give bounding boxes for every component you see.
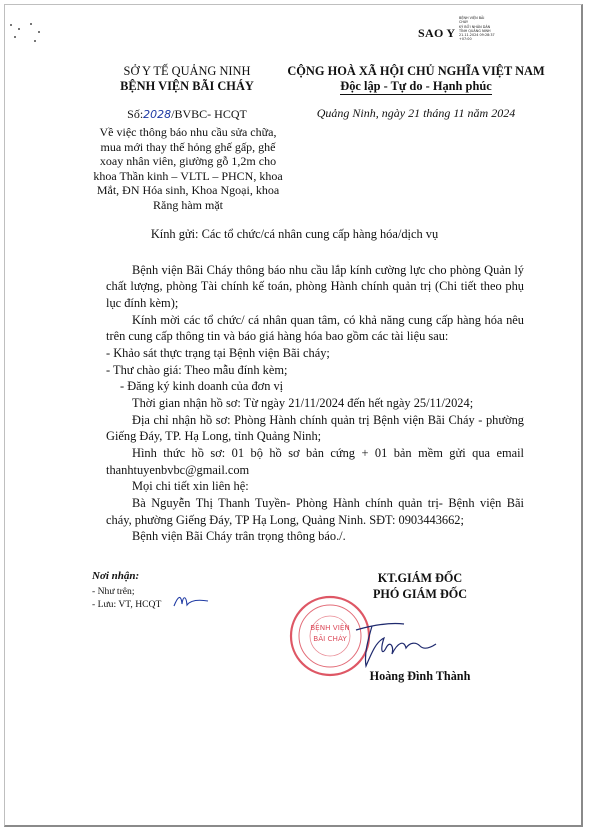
nation-title: CỘNG HOÀ XÃ HỘI CHỦ NGHĨA VIỆT NAM	[287, 64, 545, 78]
paragraph-address: Địa chỉ nhận hồ sơ: Phòng Hành chính quản trị Bệnh viện Bãi Cháy - phường Giếng Đáy, TP. Hạ Long, tỉnh Quảng Ninh;	[106, 413, 524, 444]
list-item: - Đăng ký kinh doanh của đơn vị	[120, 379, 284, 394]
initials-signature	[172, 592, 210, 612]
copy-signature-seal: BỆNH VIỆN BÃI CHÁY KÝ BỞI NHÂN DÂN TỈNH QUẢNG NINH 21.11.2024 09:28:37 +07:00	[459, 16, 495, 42]
parent-organization: SỞ Y TẾ QUẢNG NINH	[123, 64, 251, 78]
signer-subrole: PHÓ GIÁM ĐỐC	[372, 587, 468, 601]
hospital-name: BỆNH VIỆN BÃI CHÁY	[120, 79, 254, 93]
list-item: - Khảo sát thực trạng tại Bệnh viện Bãi cháy;	[106, 345, 330, 360]
document-body	[106, 262, 524, 545]
handwritten-number: 2028	[143, 108, 172, 121]
national-header	[282, 64, 550, 94]
motto: Độc lập - Tự do - Hạnh phúc	[340, 79, 492, 93]
paragraph-contact: Bà Nguyễn Thị Thanh Tuyền- Phòng Hành chính quản trị- Bệnh viện Bãi cháy, phường Giếng Đáy, TP Hạ Long, Quảng Ninh. SĐT: 0903443662;	[106, 496, 524, 527]
recipients-title: Nơi nhận:	[92, 570, 140, 582]
list-item: - Thư chào giá: Theo mẫu đính kèm;	[106, 362, 288, 377]
copy-mark: SAO Y	[418, 26, 456, 40]
paragraph-notice: Bệnh viện Bãi Cháy thông báo nhu cầu lắp kính cường lực cho phòng Quản lý chất lượng, phòng Tài chính kế toán, phòng Hành chính quản trị (Chi tiết theo phụ lục đính kèm);	[106, 263, 524, 310]
recipient-item: - Lưu: VT, HCQT	[92, 598, 162, 610]
svg-text:BÃI CHÁY: BÃI CHÁY	[313, 634, 347, 643]
recipient-line: Kính gửi: Các tổ chức/cá nhân cung cấp hàng hóa/dịch vụ	[150, 227, 439, 241]
paragraph-time: Thời gian nhận hồ sơ: Từ ngày 21/11/2024 đến hết ngày 25/11/2024;	[132, 396, 474, 411]
paragraph-invitation: Kính mời các tổ chức/ cá nhân quan tâm, có khả năng cung cấp hàng hóa nêu trên cung cấp thông tin và báo giá hàng hóa bao gồm các tài liệu sau:	[106, 312, 524, 344]
paragraph-form: Hình thức hồ sơ: 01 bộ hồ sơ bản cứng + 01 bản mềm gửi qua email thanhtuyenbvbc@gmail.com	[106, 446, 524, 477]
signer-name: Hoàng Đình Thành	[369, 669, 471, 683]
recipients-list	[92, 586, 161, 611]
issue-date: Quảng Ninh, ngày 21 tháng 11 năm 2024	[316, 106, 516, 120]
recipient-item: - Như trên;	[92, 586, 135, 597]
paragraph-contact-intro: Mọi chi tiết xin liên hệ:	[132, 479, 249, 494]
handwritten-signature	[350, 612, 440, 672]
signer-role: KT.GIÁM ĐỐC	[377, 571, 463, 585]
paragraph-closing: Bệnh viện Bãi Cháy trân trọng thông báo./.	[132, 529, 346, 544]
scan-marks	[8, 22, 48, 52]
document-number: Số:2028/BVBC- HCQT	[127, 107, 247, 121]
svg-text:BỆNH VIỆN: BỆNH VIỆN	[310, 623, 350, 632]
document-subject: Về việc thông báo nhu cầu sửa chữa, mua mới thay thế hỏng ghế gấp, ghế xoay nhân viên, giường gỗ 1,2m cho khoa Thần kinh – VLTL – PHCN, khoa Mắt, ĐN Hóa sinh, Khoa Ngoại, khoa Răng hàm mặt	[93, 125, 283, 212]
issuer-header	[92, 64, 282, 94]
